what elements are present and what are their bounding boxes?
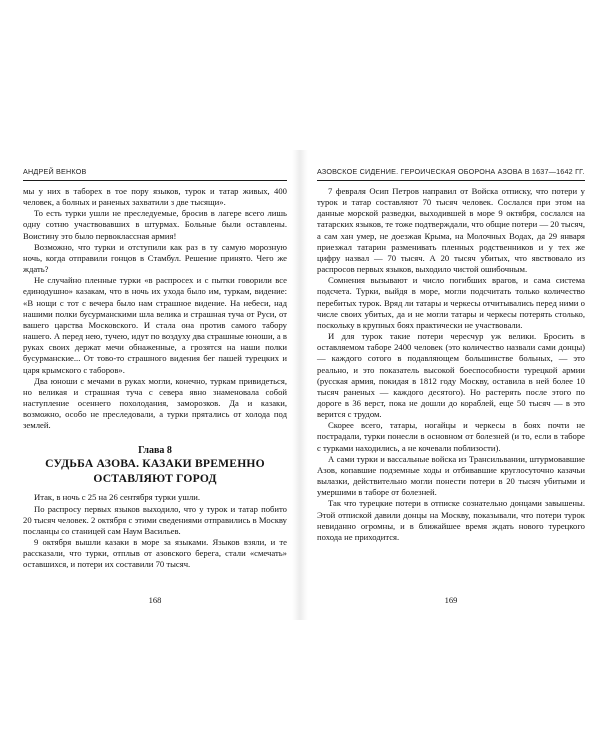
running-head: АЗОВСКОЕ СИДЕНИЕ. ГЕРОИЧЕСКАЯ ОБОРОНА АЗОВА В 1637—1642 ГГ. <box>317 167 585 176</box>
paragraph: мы у них в таборех в тое пору языков, турок и татар живых, 400 человек, а болных и раненых захватили з две тысящи». <box>23 186 287 208</box>
paragraph: Не случайно пленные турки «в распросех и с пытки говорили все единодушно» казакам, что в ночь их ухода было им, туркам, видение: «В нощи с тот с вечера было нам страшное видение. На небеси, над нашими полки бусурманскими шла велика и страшная туча от Руси, от вашего царства Московского. И стала она против самого табору нашего. А перед нею, тучею, идут по воздуху два страшные юноши, а в руках своих держат мечи обнаженные, а грозятся на наши полки бусурманские... От тово-то страшного видения бег пашей турецких и царя крымского с таборов». <box>23 275 287 375</box>
right-page <box>317 166 585 606</box>
paragraph: Итак, в ночь с 25 на 26 сентября турки ушли. <box>34 492 201 503</box>
chapter-title-line-2: ОСТАВЛЯЮТ ГОРОД <box>93 471 217 485</box>
paragraph: Сомнения вызывают и число погибших врагов, и сама система подсчета. Турки, выйдя в море, могли подсчитать только количество перебитых турок. Вряд ли татары и черкесы отчитывались перед ними о числе своих убитых, да и не могли татары и черкесы потерять столько, поскольку в крупных боях практически не участвовали. <box>317 275 585 330</box>
paragraph: А сами турки и вассальные войска из Трансильвании, штурмовавшие Азов, копавшие подземные ходы и отбивавшие круглосуточно казачьи вылазки, действительно могли понести потери в 20 тысяч убитыми и умершими в таборе от болезней. <box>317 453 585 498</box>
chapter-heading <box>23 444 287 486</box>
paragraph: То есть турки ушли не преследуемые, бросив в лагере всего лишь одну сотню участвовавших в штурмах. Больные были оставлены. Воистину это было первоклассная армия! <box>23 208 287 241</box>
header-rule <box>23 180 287 181</box>
paragraph: 9 октября вышли казаки в море за языками. Языков взяли, и те рассказали, что турки, отплыв от азовского берега, стали «смечать» оставшихся, и потери их составили 70 тысяч. <box>23 537 287 570</box>
paragraph: Два юноши с мечами в руках могли, конечно, туркам привидеться, но великая и страшная туча с севера явно знаменовала собой наступление осеннего похолодания, заморозков. Да и казаки, возможно, особо не преследовали, а турки прятались от холода под землей. <box>23 375 287 431</box>
page-number: 169 <box>444 595 458 605</box>
chapter-title-line-1: СУДЬБА АЗОВА. КАЗАКИ ВРЕМЕННО <box>45 457 265 471</box>
paragraph: По распросу первых языков выходило, что у турок и татар побито 20 тысяч человек. 2 октября с этими сведениями отправились в Москву посланцы со станицей сам Наум Васильев. <box>23 503 287 536</box>
paragraph: Скорее всего, татары, ногайцы и черкесы в боях почти не пострадали, турки понесли в основном от болезней (и то, если в таборе с турками находились, а не кочевали поблизости). <box>317 420 585 453</box>
running-head: АНДРЕЙ ВЕНКОВ <box>23 167 87 176</box>
paragraph: И для турок такие потери чересчур уж велики. Бросить в оставляемом таборе 2400 человек (это количество назвали сами донцы) — каждого сотого в подавляющем большинстве больных, — это реально, и это показатель высокой боеспособности турецкой армии (русская армия, покидая в 1812 году Москву, оставила в ней более 10 тысяч раненых — каждого десятого). Но растерять после этого по дороге в 36 верст, пока не дошли до кораблей, еще 50 тысяч — в это верится с трудом. <box>317 331 585 420</box>
book-gutter <box>292 150 308 620</box>
paragraph: 7 февраля Осип Петров направил от Войска отписку, что потери у турок и татар составляют 70 тысяч человек. Сослался при этом на данные морской разведки, выходившей в море 9 октября, сослался на татарских языков, те тоже подтверждали, что общие потери — 20 тысяч, а сам хан умер, не доезжая Крыма, на Молочных Водах, да 29 января приезжал татарин разменивать пленных родственников и у тех же цифру назвал — 70 тысяч. А 20 тысяч убитых, что явствовало из распросов первых языков, выходило чистой ошибочным. <box>317 186 585 275</box>
chapter-number: Глава 8 <box>138 445 172 457</box>
header-rule <box>317 180 585 181</box>
paragraph: Так что турецкие потери в отписке сознательно донцами завышены. Этой отпиской давили донцы на Москву, показывали, что потери турок невиданно огромны, и в ближайшее время ждать нового турецкого похода не приходится. <box>317 498 585 542</box>
page-number: 168 <box>148 595 162 605</box>
page-body <box>23 186 287 571</box>
left-page <box>23 166 287 606</box>
paragraph: Возможно, что турки и отступили как раз в ту самую морозную ночь, когда отправили гонцов в Стамбул. Решение принято. Чего же ждать? <box>23 241 287 275</box>
page-body <box>317 186 585 543</box>
